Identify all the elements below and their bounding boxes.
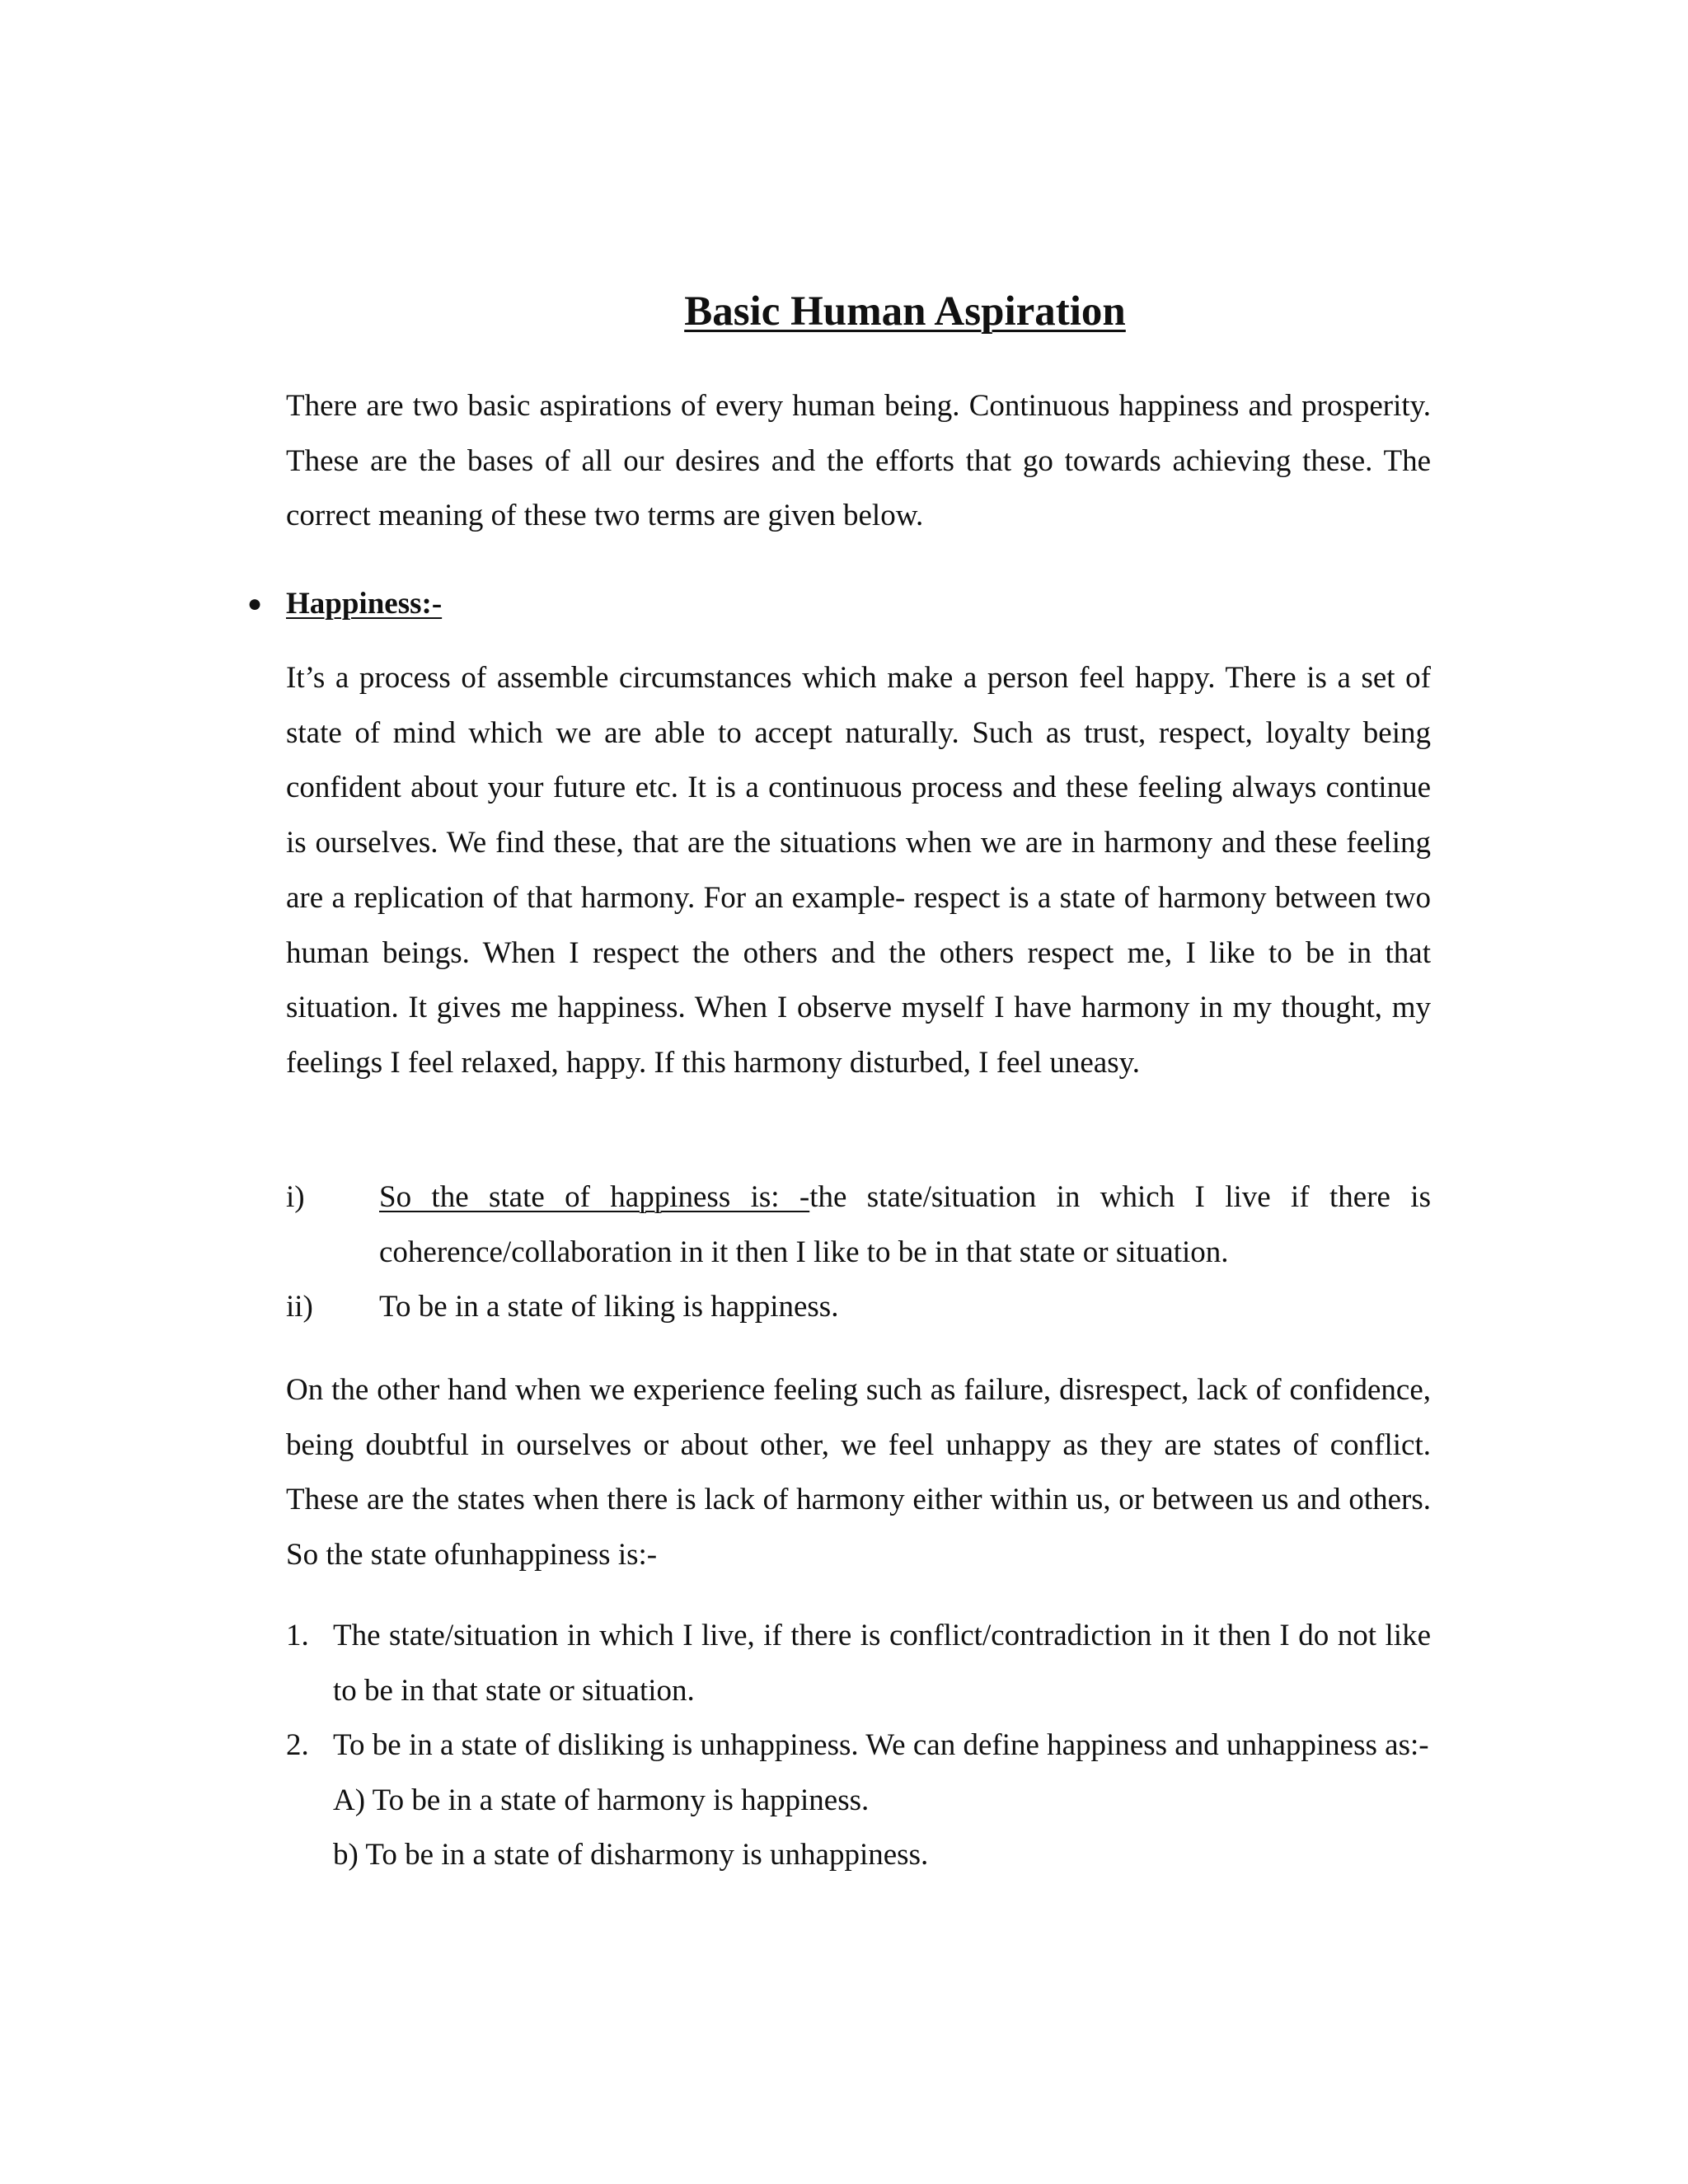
definition-harmony: A) To be in a state of harmony is happiness.	[333, 1783, 870, 1817]
list-item-text: To be in a state of liking is happiness.	[379, 1290, 839, 1324]
numbered-item	[286, 1718, 1431, 1883]
definition-disharmony: b) To be in a state of disharmony is unhappiness.	[333, 1838, 929, 1872]
list-item-text	[379, 1170, 1431, 1280]
list-item-body: the state/situation in which I live if there is coherence/collaboration in it then I like to be in that state or situation.	[379, 1180, 1431, 1269]
happiness-heading	[247, 577, 442, 631]
list-item-underlined-lead: So the state of happiness is: -	[379, 1180, 810, 1214]
page-title: Basic Human Aspiration	[684, 288, 1126, 335]
list-item-marker: i)	[286, 1180, 305, 1214]
happiness-paragraph: It’s a process of assemble circumstances which make a person feel happy. There is a set of state of mind which we are able to accept naturally. Such as trust, respect, loyalty being confident about your future etc. It is a continuous process and these feeling always continue is ourselves. We find these, that are the situations when we are in harmony and these feeling are a replication of that harmony. For an example- respect is a state of harmony between two human beings. When I respect the others and the others respect me, I like to be in that situation. It gives me happiness. When I observe myself I have harmony in my thought, my feelings I feel relaxed, happy. If this harmony disturbed, I feel uneasy.	[286, 661, 1431, 1080]
intro-paragraph: There are two basic aspirations of every human being. Continuous happiness and prosperity. These are the bases of all our desires and the efforts that go towards achieving these. The correct meaning of these two terms are given below.	[286, 389, 1431, 533]
bullet-icon: ●	[247, 590, 263, 617]
unhappiness-paragraph: On the other hand when we experience feeling such as failure, disrespect, lack of confidence, being doubtful in ourselves or about other, we feel unhappy as they are states of conflict. These are the states when there is lack of harmony either within us, or between us and others. So the state ofunhappiness is:-	[286, 1373, 1431, 1572]
numbered-item-content	[333, 1718, 1431, 1883]
numbered-item-text: The state/situation in which I live, if there is conflict/contradiction in it then I do not like to be in that state or situation.	[333, 1619, 1431, 1708]
happiness-heading-label: Happiness:-	[286, 587, 443, 621]
list-item	[286, 1280, 1431, 1335]
numbered-item-marker: 1.	[286, 1619, 309, 1652]
numbered-item-marker: 2.	[286, 1728, 309, 1762]
list-item-marker: ii)	[286, 1290, 313, 1324]
numbered-item	[286, 1609, 1431, 1718]
list-item	[286, 1170, 1431, 1280]
numbered-item-text: To be in a state of disliking is unhappiness. We can define happiness and unhappiness as:-	[333, 1728, 1429, 1762]
